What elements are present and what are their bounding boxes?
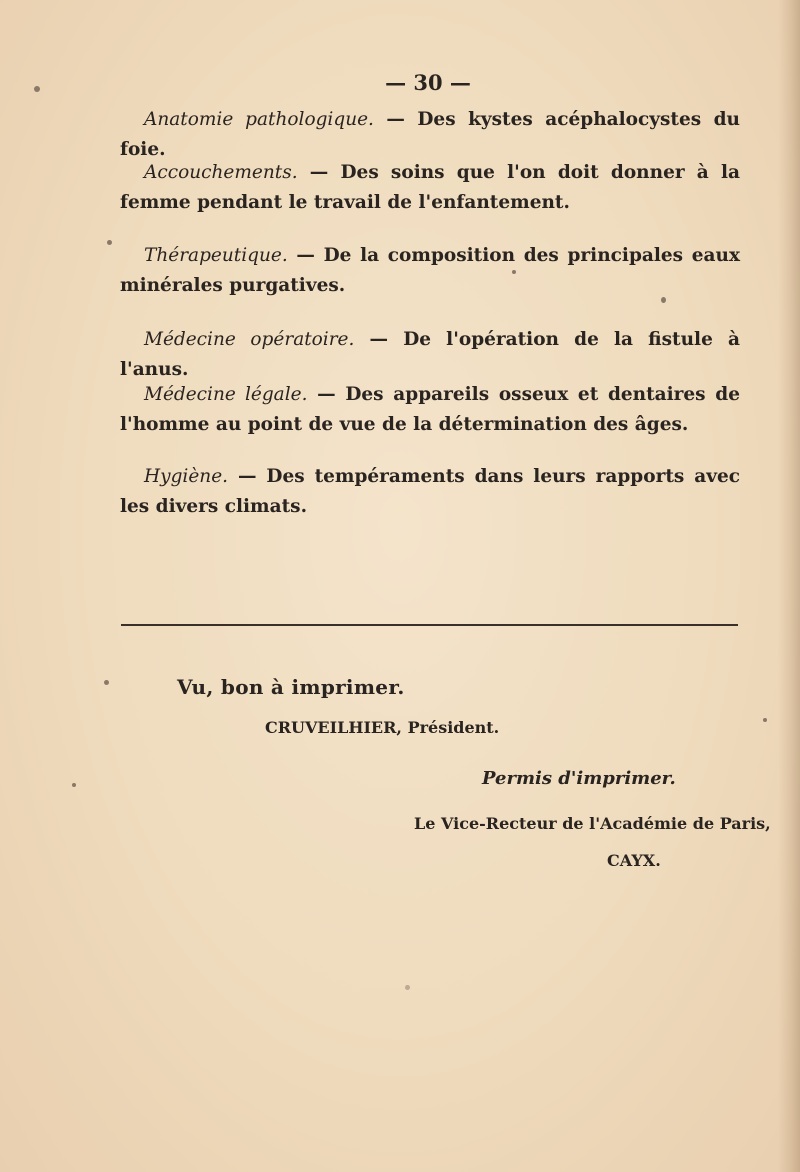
entry-subject: Thérapeutique. [144, 245, 288, 266]
paper-speck [512, 270, 516, 274]
approval-text: Vu, bon à imprimer. [177, 675, 405, 699]
entry-medecine-legale [120, 380, 740, 440]
entry-medecine-operatoire [120, 325, 740, 385]
rector-signature: CAYX. [607, 851, 661, 870]
paper-speck [763, 718, 767, 722]
paper-speck [104, 680, 109, 685]
vice-recteur-line: Le Vice-Recteur de l'Académie de Paris, [414, 814, 771, 833]
entry-text: — Des appareils osseux et dentaires de l'homme au point de vue de la détermination des âges. [120, 384, 740, 435]
paper-speck [72, 783, 76, 787]
page-edge-shadow [778, 0, 800, 1172]
page-number: — 30 — [385, 70, 471, 95]
president-signature: CRUVEILHIER, Président. [265, 718, 500, 737]
entry-subject: Médecine légale. [144, 384, 308, 405]
entry-subject: Hygiène. [144, 466, 229, 487]
paper-speck [34, 86, 40, 92]
entry-text: — Des tempéraments dans leurs rapports avec les divers climats. [120, 466, 740, 517]
paper-speck [661, 297, 666, 303]
entry-text: — De l'opération de la fistule à l'anus. [120, 329, 740, 380]
paper-speck [107, 240, 112, 245]
paper-speck [405, 985, 410, 990]
entry-anatomie-pathologique [120, 105, 740, 165]
entry-therapeutique [120, 241, 740, 301]
entry-hygiene [120, 462, 740, 522]
entry-text: — Des kystes acéphalocystes du foie. [120, 109, 740, 160]
horizontal-rule [121, 624, 738, 626]
permis-imprimer: Permis d'imprimer. [482, 768, 676, 789]
entry-text: — Des soins que l'on doit donner à la femme pendant le travail de l'enfantement. [120, 162, 740, 213]
entry-subject: Accouchements. [144, 162, 298, 183]
entry-accouchements [120, 158, 740, 218]
entry-subject: Médecine opératoire. [144, 329, 355, 350]
entry-subject: Anatomie pathologique. [144, 109, 374, 130]
entry-text: — De la composition des principales eaux minérales purgatives. [120, 245, 740, 296]
